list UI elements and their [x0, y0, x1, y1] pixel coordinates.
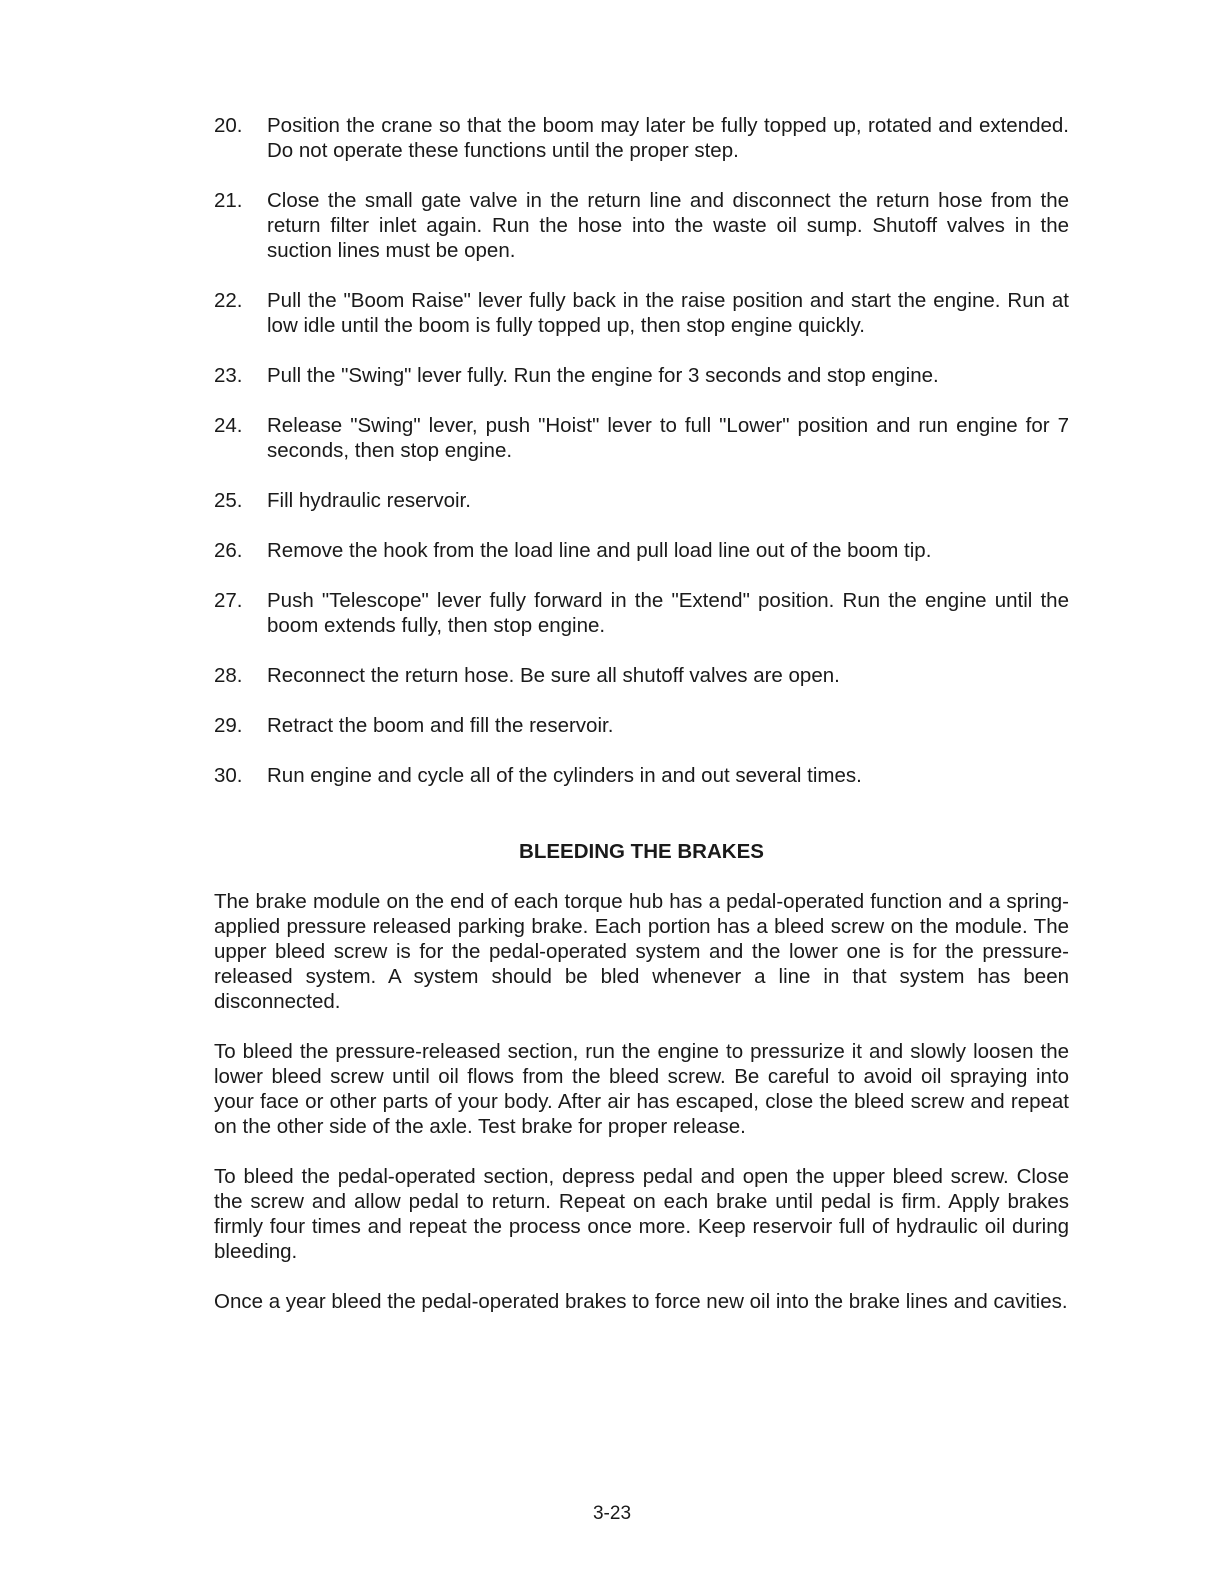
- step-text: Fill hydraulic reservoir.: [267, 489, 471, 512]
- step-item: [214, 538, 1069, 563]
- procedure-steps: [214, 113, 1069, 788]
- step-number: 20.: [214, 114, 243, 137]
- step-item: [214, 663, 1069, 688]
- page-content: [214, 113, 1069, 1339]
- step-text: Position the crane so that the boom may later be fully topped up, rotated and extended. Do not operate these functions until the proper step.: [267, 114, 1069, 162]
- step-text: Retract the boom and fill the reservoir.: [267, 714, 614, 737]
- section-paragraph: Once a year bleed the pedal-operated brakes to force new oil into the brake lines and cavities.: [214, 1290, 1068, 1313]
- step-number: 23.: [214, 364, 243, 387]
- step-text: Run engine and cycle all of the cylinders in and out several times.: [267, 764, 862, 787]
- step-item: [214, 763, 1069, 788]
- step-number: 21.: [214, 189, 243, 212]
- step-item: [214, 113, 1069, 163]
- step-number: 27.: [214, 589, 243, 612]
- step-number: 24.: [214, 414, 243, 437]
- section-paragraph: To bleed the pedal-operated section, depress pedal and open the upper bleed screw. Close the screw and allow pedal to return. Repeat on each brake until pedal is firm. Apply brakes firmly four times and repeat the process once more. Keep reservoir full of hydraulic oil during bleeding.: [214, 1165, 1069, 1263]
- step-text: Close the small gate valve in the return line and disconnect the return hose from the return filter inlet again. Run the hose into the waste oil sump. Shutoff valves in the suction lines must be open.: [267, 189, 1069, 262]
- step-item: [214, 188, 1069, 263]
- page-number: 3-23: [592, 1503, 632, 1524]
- step-number: 22.: [214, 289, 243, 312]
- step-number: 26.: [214, 539, 243, 562]
- section-paragraph: The brake module on the end of each torque hub has a pedal-operated function and a spring-applied pressure released parking brake. Each portion has a bleed screw on the module. The upper bleed screw is for the pedal-operated system and the lower one is for the pressure-released system. A system should be bled whenever a line in that system has been disconnected.: [214, 890, 1069, 1013]
- step-item: [214, 363, 1069, 388]
- step-item: [214, 713, 1069, 738]
- step-text: Pull the "Boom Raise" lever fully back in the raise position and start the engine. Run at low idle until the boom is fully topped up, then stop engine quickly.: [267, 289, 1069, 337]
- step-number: 29.: [214, 714, 243, 737]
- step-item: [214, 488, 1069, 513]
- step-text: Reconnect the return hose. Be sure all shutoff valves are open.: [267, 664, 840, 687]
- step-number: 30.: [214, 764, 243, 787]
- step-item: [214, 288, 1069, 338]
- step-text: Release "Swing" lever, push "Hoist" lever to full "Lower" position and run engine for 7 seconds, then stop engine.: [267, 414, 1069, 462]
- section-heading: BLEEDING THE BRAKES: [519, 840, 764, 863]
- step-text: Remove the hook from the load line and pull load line out of the boom tip.: [267, 539, 932, 562]
- step-item: [214, 413, 1069, 463]
- step-item: [214, 588, 1069, 638]
- section-paragraph: To bleed the pressure-released section, run the engine to pressurize it and slowly loosen the lower bleed screw until oil flows from the bleed screw. Be careful to avoid oil spraying into your face or other parts of your body. After air has escaped, close the bleed screw and repeat on the other side of the axle. Test brake for proper release.: [214, 1040, 1069, 1138]
- step-text: Pull the "Swing" lever fully. Run the engine for 3 seconds and stop engine.: [267, 364, 939, 387]
- step-text: Push "Telescope" lever fully forward in the "Extend" position. Run the engine until the boom extends fully, then stop engine.: [267, 589, 1069, 637]
- step-number: 28.: [214, 664, 243, 687]
- step-number: 25.: [214, 489, 243, 512]
